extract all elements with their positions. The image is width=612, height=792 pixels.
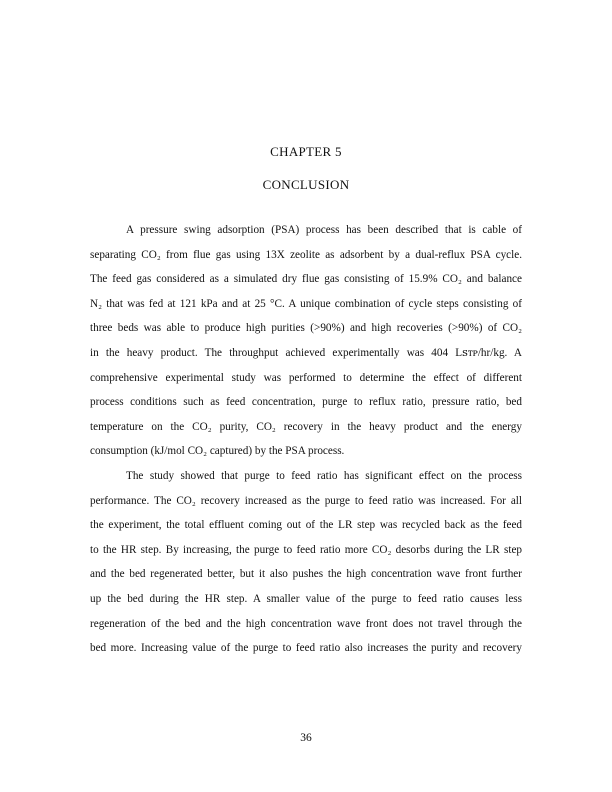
page-number: 36 [300,732,312,744]
text-line: to the HR step. By increasing, the purge to feed ratio more CO₂ desorbs during the LR step [90,543,522,556]
text-line: three beds was able to produce high purities (>90%) and high recoveries (>90%) of CO₂ [90,322,522,335]
text-line: The study showed that purge to feed ratio has significant effect on the process [126,469,522,482]
text-line: up the bed during the HR step. A smaller value of the purge to feed ratio causes less [90,592,522,605]
text-line: performance. The CO₂ recovery increased as the purge to feed ratio was increased. For all [90,494,522,507]
text-line: temperature on the CO₂ purity, CO₂ recovery in the heavy product and the energy [90,420,522,433]
text-line: the experiment, the total effluent coming out of the LR step was recycled back as the feed [90,519,522,532]
paragraph [90,221,522,467]
text-line: consumption (kJ/mol CO₂ captured) by the PSA process. [90,445,345,458]
text-line: comprehensive experimental study was performed to determine the effect of different [90,371,522,384]
text-line: and the bed regenerated better, but it also pushes the high concentration wave front further [90,568,522,581]
text-line: The feed gas considered as a simulated dry flue gas consisting of 15.9% CO₂ and balance [90,273,522,286]
text-line: N₂ that was fed at 121 kPa and at 25 °C. A unique combination of cycle steps consisting of [90,297,522,310]
paragraph [90,467,522,664]
chapter-title: CONCLUSION [262,177,350,192]
text-line: regeneration of the bed and the high concentration wave front does not travel through the [90,617,522,630]
text-line: A pressure swing adsorption (PSA) process has been described that is cable of [126,224,522,236]
body-text [90,221,522,664]
text-line: in the heavy product. The throughput achieved experimentally was 404 Lꜱᴛᴘ/hr/kg. A [90,346,522,359]
text-line: bed more. Increasing value of the purge to feed ratio also increases the purity and recovery [90,642,522,655]
chapter-number: CHAPTER 5 [270,144,342,159]
text-line: separating CO₂ from flue gas using 13X zeolite as adsorbent by a dual-reflux PSA cycle. [90,248,522,261]
text-line: process conditions such as feed concentration, purge to reflux ratio, pressure ratio, bed [90,396,522,409]
